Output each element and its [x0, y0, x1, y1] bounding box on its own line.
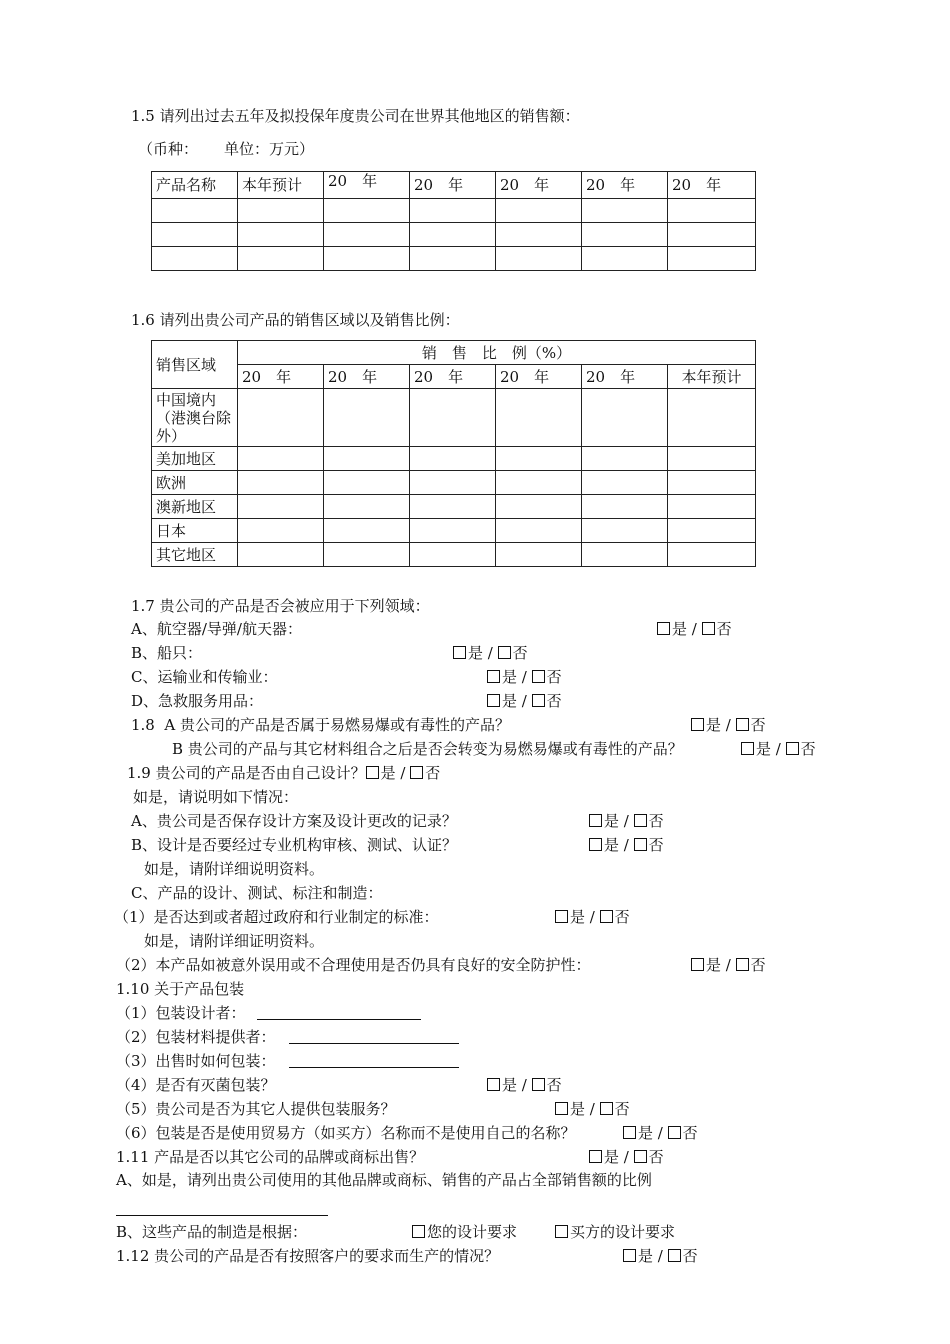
yes-checkbox[interactable] [741, 742, 754, 755]
checkbox[interactable] [555, 1225, 568, 1238]
packaging-designer-field[interactable] [257, 1019, 421, 1020]
table-row [152, 389, 756, 447]
q111-yes-no[interactable]: 是 / 否 [589, 1148, 664, 1166]
table-cell[interactable] [324, 543, 410, 567]
table-cell[interactable] [324, 389, 410, 447]
no-checkbox[interactable] [736, 718, 749, 731]
table-cell[interactable] [324, 223, 410, 247]
q18-b-yes-no[interactable]: 是 / 否 [741, 740, 816, 758]
table-cell[interactable] [496, 389, 582, 447]
table-row [152, 223, 756, 247]
table-cell[interactable] [410, 471, 496, 495]
no-checkbox[interactable] [702, 622, 715, 635]
table-cell[interactable] [324, 495, 410, 519]
yes-checkbox[interactable] [487, 670, 500, 683]
table-cell[interactable] [410, 199, 496, 223]
table-row [152, 471, 756, 495]
q111-a-label: A、如是，请列出贵公司使用的其他品牌或商标、销售的产品占全部销售额的比例 [116, 1171, 652, 1189]
table-cell[interactable] [496, 543, 582, 567]
q18-a-yes-no[interactable]: 是 / 否 [691, 716, 766, 734]
table-cell[interactable] [410, 223, 496, 247]
attach-note: 如是，请附详细证明资料。 [144, 932, 325, 950]
yes-checkbox[interactable] [555, 910, 568, 923]
q17-d-yes-no[interactable]: 是 / 否 [487, 692, 562, 710]
table-cell[interactable] [410, 447, 496, 471]
table-cell[interactable] [152, 199, 238, 223]
q17-c-yes-no[interactable]: 是 / 否 [487, 668, 562, 686]
no-checkbox[interactable] [668, 1126, 681, 1139]
yes-checkbox[interactable] [487, 694, 500, 707]
table-cell[interactable] [410, 247, 496, 271]
yes-checkbox[interactable] [366, 766, 379, 779]
brand-ratio-field[interactable] [116, 1215, 328, 1216]
q18-a-label: 1.8 A 贵公司的产品是否属于易燃易爆或有毒性的产品？ [131, 716, 510, 734]
section-1-9-heading: 1.9 贵公司的产品是否由自己设计？ 是 / 否 [127, 764, 441, 782]
table-cell[interactable] [668, 199, 756, 223]
table-cell[interactable] [668, 471, 756, 495]
buyer-design-option[interactable]: 买方的设计要求 [555, 1223, 675, 1241]
table-cell[interactable] [582, 223, 668, 247]
q17-b-label: B、船只： [131, 644, 203, 662]
no-checkbox[interactable] [634, 1150, 647, 1163]
table-cell[interactable] [582, 247, 668, 271]
table-cell[interactable] [324, 519, 410, 543]
q19-b-label: B、设计是否要经过专业机构审核、测试、认证？ [131, 836, 458, 854]
table-cell[interactable] [410, 519, 496, 543]
q19-a-yes-no[interactable]: 是 / 否 [589, 812, 664, 830]
region-label: 中国境内（港澳台除外） [152, 389, 238, 447]
no-checkbox[interactable] [532, 1078, 545, 1091]
q19-c-label: C、产品的设计、测试、标注和制造： [131, 884, 383, 902]
header-product-name: 产品名称 [152, 172, 238, 199]
section-1-5-heading: 1.5 请列出过去五年及拟投保年度贵公司在世界其他地区的销售额： [131, 107, 580, 125]
table-cell[interactable] [582, 471, 668, 495]
table-cell[interactable] [496, 519, 582, 543]
section-1-7-heading: 1.7 贵公司的产品是否会被应用于下列领域： [131, 597, 430, 615]
table-cell[interactable] [496, 247, 582, 271]
region-label: 其它地区 [152, 543, 238, 567]
region-table [151, 340, 756, 567]
packaging-service-yes-no[interactable]: 是 / 否 [555, 1100, 630, 1118]
yes-checkbox[interactable] [453, 646, 466, 659]
q111-b-label: B、这些产品的制造是根据： [116, 1223, 308, 1241]
table-cell[interactable] [582, 199, 668, 223]
no-checkbox[interactable] [668, 1249, 681, 1262]
table-row [152, 247, 756, 271]
no-checkbox[interactable] [600, 910, 613, 923]
trade-name-packaging-label: （6）包装是否是使用贸易方（如买方）名称而不是使用自己的名称？ [116, 1124, 576, 1142]
no-checkbox[interactable] [634, 838, 647, 851]
yes-checkbox[interactable] [691, 718, 704, 731]
table-cell[interactable] [582, 495, 668, 519]
unit-label: 单位：万元） [224, 140, 315, 158]
header-sales-region: 销售区域 [152, 341, 238, 389]
section-1-10-heading: 1.10 关于产品包装 [116, 980, 245, 998]
yes-checkbox[interactable] [555, 1102, 568, 1115]
yes-checkbox[interactable] [589, 814, 602, 827]
no-checkbox[interactable] [532, 670, 545, 683]
your-design-option[interactable]: 您的设计要求 [412, 1223, 517, 1241]
no-checkbox[interactable] [600, 1102, 613, 1115]
no-checkbox[interactable] [410, 766, 423, 779]
q19-c1-yes-no[interactable]: 是 / 否 [555, 908, 630, 926]
table-cell[interactable] [152, 223, 238, 247]
header-year: 20 年 [238, 365, 324, 389]
q19-a-label: A、贵公司是否保存设计方案及设计更改的记录？ [131, 812, 457, 830]
header-year: 20 年 [668, 172, 756, 199]
table-cell[interactable] [238, 389, 324, 447]
table-cell[interactable] [238, 543, 324, 567]
header-year: 20 年 [582, 172, 668, 199]
sterile-packaging-yes-no[interactable]: 是 / 否 [487, 1076, 562, 1094]
header-year: 20 年 [582, 365, 668, 389]
packaging-supplier-label: （2）包装材料提供者： [116, 1028, 276, 1046]
region-label: 欧洲 [152, 471, 238, 495]
table-cell[interactable] [410, 543, 496, 567]
table-cell[interactable] [324, 199, 410, 223]
attach-note: 如是，请附详细说明资料。 [144, 860, 325, 878]
header-year: 20 年 [324, 365, 410, 389]
table-cell[interactable] [152, 247, 238, 271]
sales-table [151, 171, 756, 271]
no-checkbox[interactable] [498, 646, 511, 659]
header-year: 20 年 [410, 172, 496, 199]
trade-name-packaging-yes-no[interactable]: 是 / 否 [623, 1124, 698, 1142]
table-cell[interactable] [582, 389, 668, 447]
table-row [152, 495, 756, 519]
table-cell[interactable] [668, 389, 756, 447]
table-cell[interactable] [238, 199, 324, 223]
section-1-6-heading: 1.6 请列出贵公司产品的销售区域以及销售比例： [131, 311, 460, 329]
no-checkbox[interactable] [634, 814, 647, 827]
table-cell[interactable] [496, 471, 582, 495]
q112-yes-no[interactable]: 是 / 否 [623, 1247, 698, 1265]
q17-c-label: C、运输业和传输业： [131, 668, 278, 686]
region-label: 美加地区 [152, 447, 238, 471]
yes-checkbox[interactable] [623, 1126, 636, 1139]
table-cell[interactable] [324, 247, 410, 271]
sterile-packaging-label: （4）是否有灭菌包装？ [116, 1076, 276, 1094]
table-cell[interactable] [668, 519, 756, 543]
yes-checkbox[interactable] [657, 622, 670, 635]
table-cell[interactable] [496, 223, 582, 247]
table-cell[interactable] [668, 447, 756, 471]
table-cell[interactable] [238, 247, 324, 271]
table-cell[interactable] [324, 447, 410, 471]
header-year: 20 年 [496, 365, 582, 389]
table-cell[interactable] [582, 519, 668, 543]
table-cell[interactable] [668, 223, 756, 247]
yes-checkbox[interactable] [589, 838, 602, 851]
q19-b-yes-no[interactable]: 是 / 否 [589, 836, 664, 854]
header-year: 20 年 [496, 172, 582, 199]
packaging-designer-label: （1）包装设计者： [116, 1004, 246, 1022]
header-year: 20 年 [410, 365, 496, 389]
q17-d-label: D、急救服务用品： [131, 692, 264, 710]
q17-b-yes-no[interactable]: 是 / 否 [453, 644, 528, 662]
q19-c1-label: （1）是否达到或者超过政府和行业制定的标准： [114, 908, 439, 926]
region-label: 日本 [152, 519, 238, 543]
q19-c2-yes-no[interactable]: 是 / 否 [691, 956, 766, 974]
table-cell[interactable] [238, 223, 324, 247]
no-checkbox[interactable] [736, 958, 749, 971]
checkbox[interactable] [412, 1225, 425, 1238]
header-sales-ratio: 销 售 比 例（%） [238, 341, 756, 365]
header-current-year-estimate: 本年预计 [668, 365, 756, 389]
table-cell[interactable] [496, 495, 582, 519]
table-cell[interactable] [238, 471, 324, 495]
table-row [152, 543, 756, 567]
header-year: 20 年 [324, 172, 410, 199]
packaging-supplier-field[interactable] [289, 1043, 459, 1044]
table-row [152, 199, 756, 223]
q18-b-label: B 贵公司的产品与其它材料组合之后是否会转变为易燃易爆或有毒性的产品？ [172, 740, 683, 758]
if-yes-note: 如是，请说明如下情况： [133, 788, 299, 806]
section-1-12-heading: 1.12 贵公司的产品是否有按照客户的要求而生产的情况？ [116, 1247, 500, 1265]
packaging-method-label: （3）出售时如何包装： [116, 1052, 276, 1070]
table-cell[interactable] [410, 389, 496, 447]
region-label: 澳新地区 [152, 495, 238, 519]
table-cell[interactable] [668, 247, 756, 271]
table-cell[interactable] [496, 199, 582, 223]
table-cell[interactable] [582, 447, 668, 471]
no-checkbox[interactable] [786, 742, 799, 755]
table-cell[interactable] [324, 471, 410, 495]
table-cell[interactable] [582, 543, 668, 567]
q17-a-label: A、航空器/导弹/航天器： [131, 620, 302, 638]
yes-checkbox[interactable] [589, 1150, 602, 1163]
packaging-method-field[interactable] [289, 1067, 459, 1068]
table-cell[interactable] [410, 495, 496, 519]
q17-a-yes-no[interactable]: 是 / 否 [657, 620, 732, 638]
currency-label: （币种： [138, 140, 199, 158]
packaging-service-label: （5）贵公司是否为其它人提供包装服务？ [116, 1100, 396, 1118]
table-row [152, 447, 756, 471]
table-row [152, 519, 756, 543]
table-cell[interactable] [238, 447, 324, 471]
table-cell[interactable] [668, 543, 756, 567]
q19-c2-label: （2）本产品如被意外误用或不合理使用是否仍具有良好的安全防护性： [116, 956, 591, 974]
yes-checkbox[interactable] [487, 1078, 500, 1091]
table-cell[interactable] [496, 447, 582, 471]
table-cell[interactable] [238, 495, 324, 519]
table-cell[interactable] [668, 495, 756, 519]
yes-checkbox[interactable] [691, 958, 704, 971]
yes-checkbox[interactable] [623, 1249, 636, 1262]
header-current-year-estimate: 本年预计 [238, 172, 324, 199]
section-1-11-heading: 1.11 产品是否以其它公司的品牌或商标出售？ [116, 1148, 425, 1166]
no-checkbox[interactable] [532, 694, 545, 707]
table-cell[interactable] [238, 519, 324, 543]
